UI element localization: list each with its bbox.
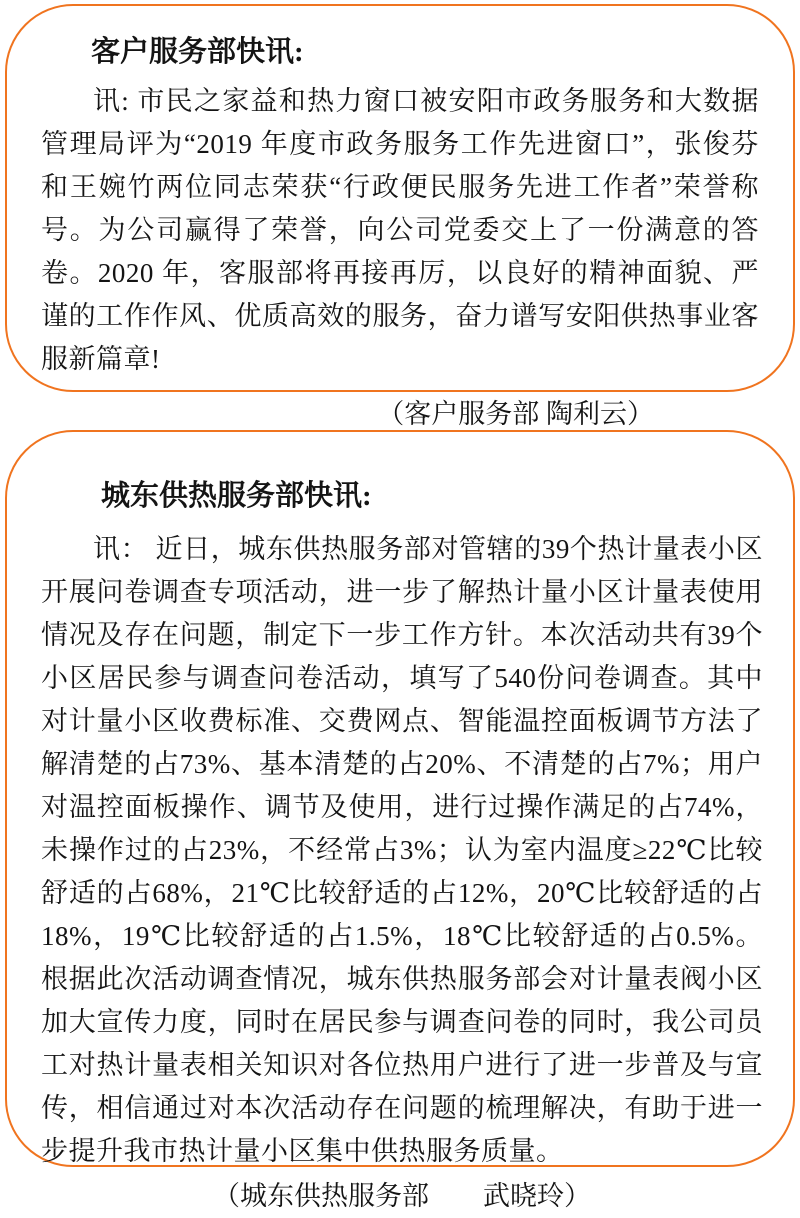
customer-service-signature: （客户服务部 陶利云） [377, 399, 654, 429]
chengdong-heating-signature: （城东供热服务部 武晓玲） [213, 1181, 591, 1211]
chengdong-heating-heading: 城东供热服务部快讯: [101, 480, 372, 512]
customer-service-body: 讯: 市民之家益和热力窗口被安阳市政务服务和大数据管理局评为“2019 年度市政务服务工作先进窗口”，张俊芬和王婉竹两位同志荣获“行政便民服务先进工作者”荣誉称号。为公司赢得了荣誉，向公司党委交上了一份满意的答卷。2020 年，客服部将再接再厉，以良好的精神面貌、严谨的工作作风、优质高效的服务，奋力谱写安阳供热事业客服新篇章! [41, 86, 759, 374]
chengdong-heating-body: 讯： 近日，城东供热服务部对管辖的39个热计量表小区开展问卷调查专项活动，进一步了解热计量小区计量表使用情况及存在问题，制定下一步工作方针。本次活动共有39个小区居民参与调查问卷活动，填写了540份问卷调查。其中对计量小区收费标准、交费网点、智能温控面板调节方法了解清楚的占73%、基本清楚的占20%、不清楚的占7%；用户对温控面板操作、调节及使用，进行过操作满足的占74%，未操作过的占23%，不经常占3%；认为室内温度≥22℃比较舒适的占68%，21℃比较舒适的占12%，20℃比较舒适的占18%，19℃比较舒适的占1.5%，18℃比较舒适的占0.5%。根据此次活动调查情况，城东供热服务部会对计量表阀小区加大宣传力度，同时在居民参与调查问卷的同时，我公司员工对热计量表相关知识对各位热用户进行了进一步普及与宣传，相信通过对本次活动存在问题的梳理解决，有助于进一步提升我市热计量小区集中供热服务质量。 [41, 534, 763, 1166]
news-box-chengdong-heating [5, 430, 795, 1211]
customer-service-heading: 客户服务部快讯: [91, 36, 304, 68]
news-box-customer-service [5, 4, 795, 429]
